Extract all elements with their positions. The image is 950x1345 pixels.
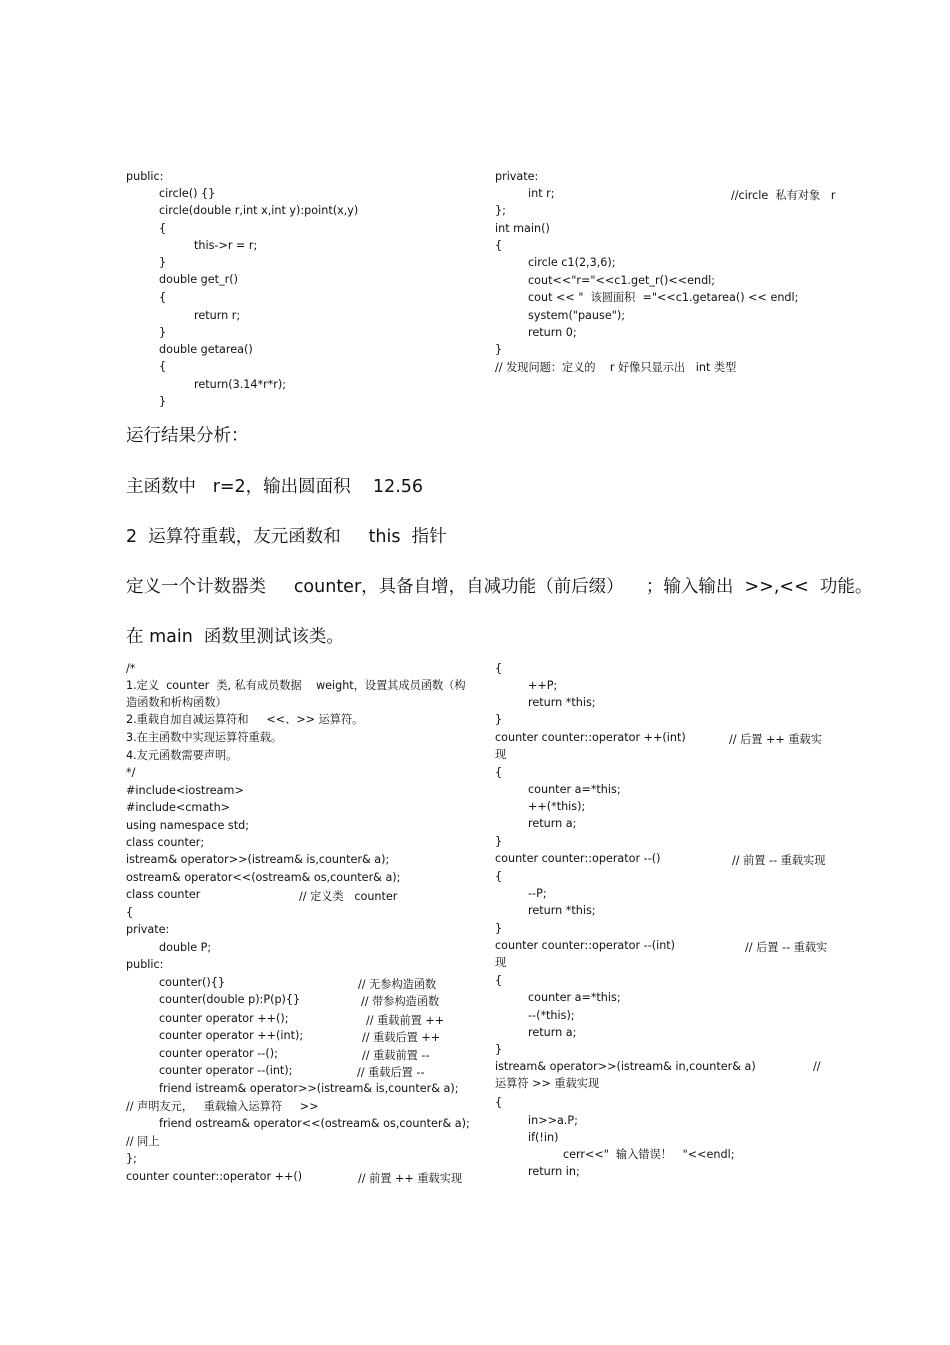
code-line: friend ostream& operator<<(ostream& os,counter& a);	[159, 1117, 470, 1130]
code-line: return in;	[528, 1165, 580, 1178]
code-line: {	[495, 662, 503, 675]
code-line: #include<cmath>	[126, 801, 231, 814]
code-line: 造函数和析构函数）	[126, 696, 227, 709]
code-line: {	[495, 974, 503, 987]
prose-line: 在 main 函数里测试该类。	[126, 627, 344, 647]
code-line: /*	[126, 662, 136, 675]
code-line: counter a=*this;	[528, 991, 621, 1004]
code-line: counter counter::operator ++(int)	[495, 731, 686, 744]
code-line: counter counter::operator --(int)	[495, 939, 676, 952]
code-line: --P;	[528, 887, 547, 900]
code-comment: // 重载后置 --	[357, 1066, 425, 1079]
code-line: if(!in)	[528, 1131, 559, 1144]
code-line: circle(double r,int x,int y):point(x,y)	[159, 204, 359, 217]
code-line: counter counter::operator --()	[495, 852, 661, 865]
code-comment: // 重载前置 --	[362, 1049, 430, 1062]
code-line: */	[126, 766, 136, 779]
code-line: 现	[495, 748, 507, 761]
code-line: {	[159, 360, 167, 373]
code-line: #include<iostream>	[126, 784, 244, 797]
code-line: using namespace std;	[126, 819, 249, 832]
code-line: {	[495, 766, 503, 779]
code-line: counter operator --();	[159, 1047, 278, 1060]
code-line: cerr<<" 输入错误！ "<<endl;	[563, 1148, 735, 1161]
code-line: return a;	[528, 1026, 577, 1039]
code-line: return a;	[528, 817, 577, 830]
code-line: cout << " 该圆面积 ="<<c1.getarea() << endl;	[528, 291, 799, 304]
code-line: return r;	[194, 309, 241, 322]
code-line: double get_r()	[159, 273, 238, 286]
code-line: return *this;	[528, 904, 596, 917]
code-line: }	[159, 395, 167, 408]
code-line: {	[495, 1096, 503, 1109]
code-comment: // 前置 ++ 重载实现	[358, 1172, 463, 1185]
code-line: private:	[126, 923, 170, 936]
prose-line: 定义一个计数器类 counter，具备自增，自减功能（前后缀） ；输入输出 >>,<< 功能。	[126, 577, 873, 597]
code-line: class counter	[126, 888, 201, 901]
code-line: counter a=*this;	[528, 783, 621, 796]
code-comment: // 后置 ++ 重载实	[729, 733, 822, 746]
code-line: return *this;	[528, 696, 596, 709]
code-line: public:	[126, 958, 164, 971]
code-line: 4.友元函数需要声明。	[126, 749, 238, 762]
code-line: {	[126, 906, 134, 919]
code-line: counter(double p):P(p){}	[159, 993, 301, 1006]
code-line: // 声明友元， 重载输入运算符 >>	[126, 1100, 319, 1113]
code-line: system("pause");	[528, 309, 625, 322]
code-comment: // 无参构造函数	[358, 978, 437, 991]
code-line: private:	[495, 170, 539, 183]
code-line: ostream& operator<<(ostream& os,counter& a);	[126, 871, 401, 884]
code-line: ++P;	[528, 679, 558, 692]
code-line: }	[495, 1043, 503, 1056]
prose-line: 2 运算符重载，友元函数和 this 指针	[126, 527, 447, 547]
code-line: int main()	[495, 222, 550, 235]
prose-line: 主函数中 r=2，输出圆面积 12.56	[126, 477, 424, 497]
code-line: ++(*this);	[528, 800, 586, 813]
prose-line: 运行结果分析：	[126, 426, 249, 446]
code-line: class counter;	[126, 836, 205, 849]
code-line: return 0;	[528, 326, 577, 339]
code-comment: // 前置 -- 重载实现	[732, 854, 826, 867]
code-comment: // 定义类 counter	[299, 890, 398, 903]
code-line: // 发现问题：定义的 r 好像只显示出 int 类型	[495, 361, 737, 374]
code-line: {	[495, 870, 503, 883]
code-line: }	[159, 256, 167, 269]
code-line: this->r = r;	[194, 239, 258, 252]
code-line: 3.在主函数中实现运算符重载。	[126, 731, 283, 744]
code-comment: //	[813, 1060, 821, 1073]
code-line: istream& operator>>(istream& in,counter& a)	[495, 1060, 756, 1073]
code-line: };	[495, 204, 506, 217]
code-line: // 同上	[126, 1135, 160, 1148]
code-line: --(*this);	[528, 1009, 575, 1022]
code-comment: // 重载后置 ++	[362, 1031, 441, 1044]
code-comment: // 后置 -- 重载实	[745, 941, 828, 954]
code-line: counter counter::operator ++()	[126, 1170, 303, 1183]
code-line: cout<<"r="<<c1.get_r()<<endl;	[528, 274, 716, 287]
code-line: counter(){}	[159, 976, 226, 989]
code-comment: // 重载前置 ++	[366, 1014, 445, 1027]
code-line: }	[159, 326, 167, 339]
code-line: }	[495, 713, 503, 726]
code-line: return(3.14*r*r);	[194, 378, 287, 391]
code-line: counter operator --(int);	[159, 1064, 293, 1077]
code-line: in>>a.P;	[528, 1114, 578, 1127]
code-line: double getarea()	[159, 343, 253, 356]
code-line: int r;	[528, 187, 555, 200]
code-line: {	[159, 222, 167, 235]
code-line: 2.重载自加自减运算符和 <<、>> 运算符。	[126, 713, 364, 726]
code-line: {	[159, 291, 167, 304]
code-line: }	[495, 343, 503, 356]
code-line: {	[495, 239, 503, 252]
code-comment: // 带参构造函数	[361, 995, 440, 1008]
code-line: 运算符 >> 重载实现	[495, 1077, 600, 1090]
code-line: };	[126, 1152, 137, 1165]
code-line: circle c1(2,3,6);	[528, 256, 616, 269]
code-comment: //circle 私有对象 r	[731, 189, 836, 202]
code-line: counter operator ++();	[159, 1012, 289, 1025]
code-line: friend istream& operator>>(istream& is,counter& a);	[159, 1082, 459, 1095]
code-line: 现	[495, 956, 507, 969]
code-line: public:	[126, 170, 164, 183]
code-line: counter operator ++(int);	[159, 1029, 304, 1042]
code-line: istream& operator>>(istream& is,counter& a);	[126, 853, 390, 866]
code-line: circle() {}	[159, 187, 216, 200]
code-line: 1.定义 counter 类, 私有成员数据 weight，设置其成员函数（构	[126, 679, 466, 692]
code-line: }	[495, 922, 503, 935]
code-line: double P;	[159, 941, 212, 954]
code-line: }	[495, 835, 503, 848]
